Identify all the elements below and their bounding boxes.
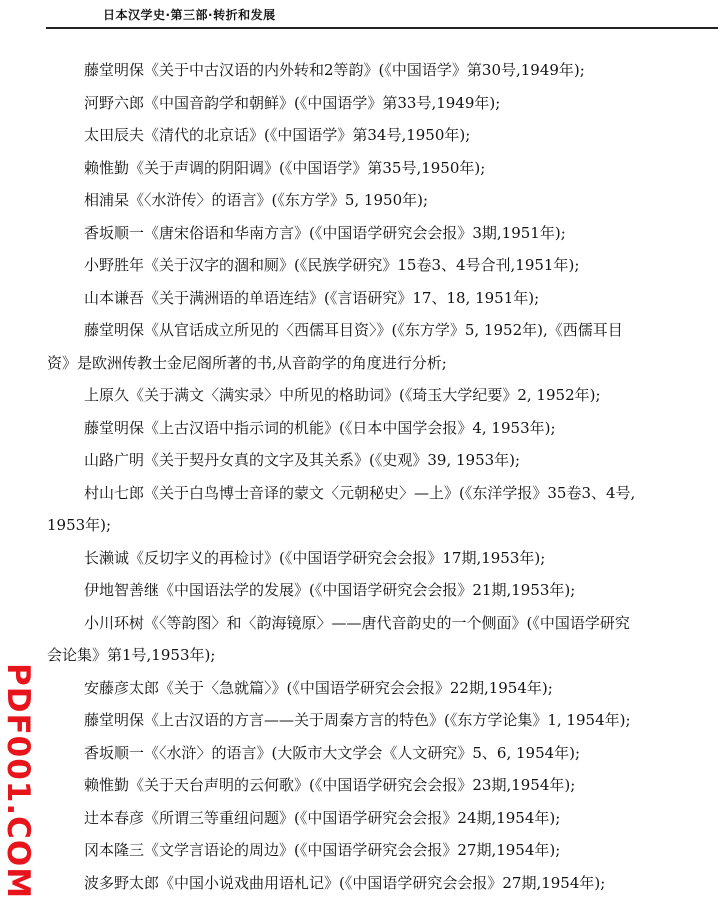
bibliography-line: 安藤彦太郎《关于〈急就篇〉》(《中国语学研究会会报》22期,1954年); bbox=[84, 678, 553, 697]
bibliography-line: 小川环树《〈等韵图〉和〈韵海镜原〉——唐代音韵史的一个侧面》(《中国语学研究 bbox=[84, 613, 630, 632]
bibliography-line: 香坂顺一《唐宋俗语和华南方言》(《中国语学研究会会报》3期,1951年); bbox=[84, 223, 566, 242]
bibliography-line: 辻本春彦《所谓三等重纽问题》(《中国语学研究会会报》24期,1954年); bbox=[84, 808, 561, 827]
bibliography-line: 山路广明《关于契丹女真的文字及其关系》(《史观》39, 1953年); bbox=[84, 451, 521, 469]
running-header: 日本汉学史·第三部·转折和发展 bbox=[103, 8, 276, 22]
bibliography-line: 太田辰夫《清代的北京话》(《中国语学》第34号,1950年); bbox=[84, 126, 471, 144]
bibliography-line: 伊地智善继《中国语法学的发展》(《中国语学研究会会报》21期,1953年); bbox=[84, 581, 576, 599]
bibliography-line: 村山七郎《关于白鸟博士音译的蒙文〈元朝秘史〉—上》(《东洋学报》35卷3、4号, bbox=[84, 483, 636, 502]
bibliography-list bbox=[47, 54, 711, 899]
bibliography-line: 小野胜年《关于汉字的涸和厕》(《民族学研究》15卷3、4号合刊,1951年); bbox=[84, 256, 580, 274]
bibliography-line: 藤堂明保《关于中古汉语的内外转和2等韵》(《中国语学》第30号,1949年); bbox=[84, 61, 585, 79]
watermark: PDF001.COM bbox=[0, 663, 36, 900]
bibliography-line: 河野六郎《中国音韵学和朝鲜》(《中国语学》第33号,1949年); bbox=[84, 93, 501, 112]
bibliography-line: 藤堂明保《上古汉语中指示词的机能》(《日本中国学会报》4, 1953年); bbox=[84, 418, 556, 437]
bibliography-line: 上原久《关于满文〈满实录〉中所见的格助词》(《琦玉大学纪要》2, 1952年); bbox=[84, 386, 601, 404]
bibliography-line: 1953年); bbox=[47, 516, 112, 534]
bibliography-line: 赖惟勤《关于声调的阴阳调》(《中国语学》第35号,1950年); bbox=[84, 158, 486, 177]
bibliography-line: 会论集》第1号,1953年); bbox=[47, 646, 216, 664]
bibliography-line: 藤堂明保《从官话成立所见的〈西儒耳目资〉》(《东方学》5, 1952年),《西儒耳目 bbox=[84, 321, 623, 339]
bibliography-line: 赖惟勤《关于天台声明的云何歌》(《中国语学研究会会报》23期,1954年); bbox=[84, 776, 576, 794]
bibliography-line: 波多野太郎《中国小说戏曲用语札记》(《中国语学研究会会报》27期,1954年); bbox=[84, 873, 606, 892]
bibliography-line: 资》是欧洲传教士金尼阁所著的书,从音韵学的角度进行分析; bbox=[47, 353, 447, 372]
bibliography-line: 长濑诚《反切字义的再检讨》(《中国语学研究会会报》17期,1953年); bbox=[84, 548, 546, 567]
bibliography-line: 山本谦吾《关于满洲语的单语连结》(《言语研究》17、18, 1951年); bbox=[84, 288, 540, 307]
bibliography-line: 相浦杲《〈水浒传〉的语言》(《东方学》5, 1950年); bbox=[84, 191, 429, 209]
bibliography-line: 香坂顺一《〈水浒〉的语言》(大阪市大文学会《人文研究》5、6, 1954年); bbox=[84, 743, 581, 762]
header-rule bbox=[46, 27, 718, 29]
bibliography-line: 藤堂明保《上古汉语的方言——关于周秦方言的特色》(《东方学论集》1, 1954年); bbox=[84, 711, 631, 729]
bibliography-line: 冈本隆三《文学言语论的周边》(《中国语学研究会会报》27期,1954年); bbox=[84, 841, 561, 859]
